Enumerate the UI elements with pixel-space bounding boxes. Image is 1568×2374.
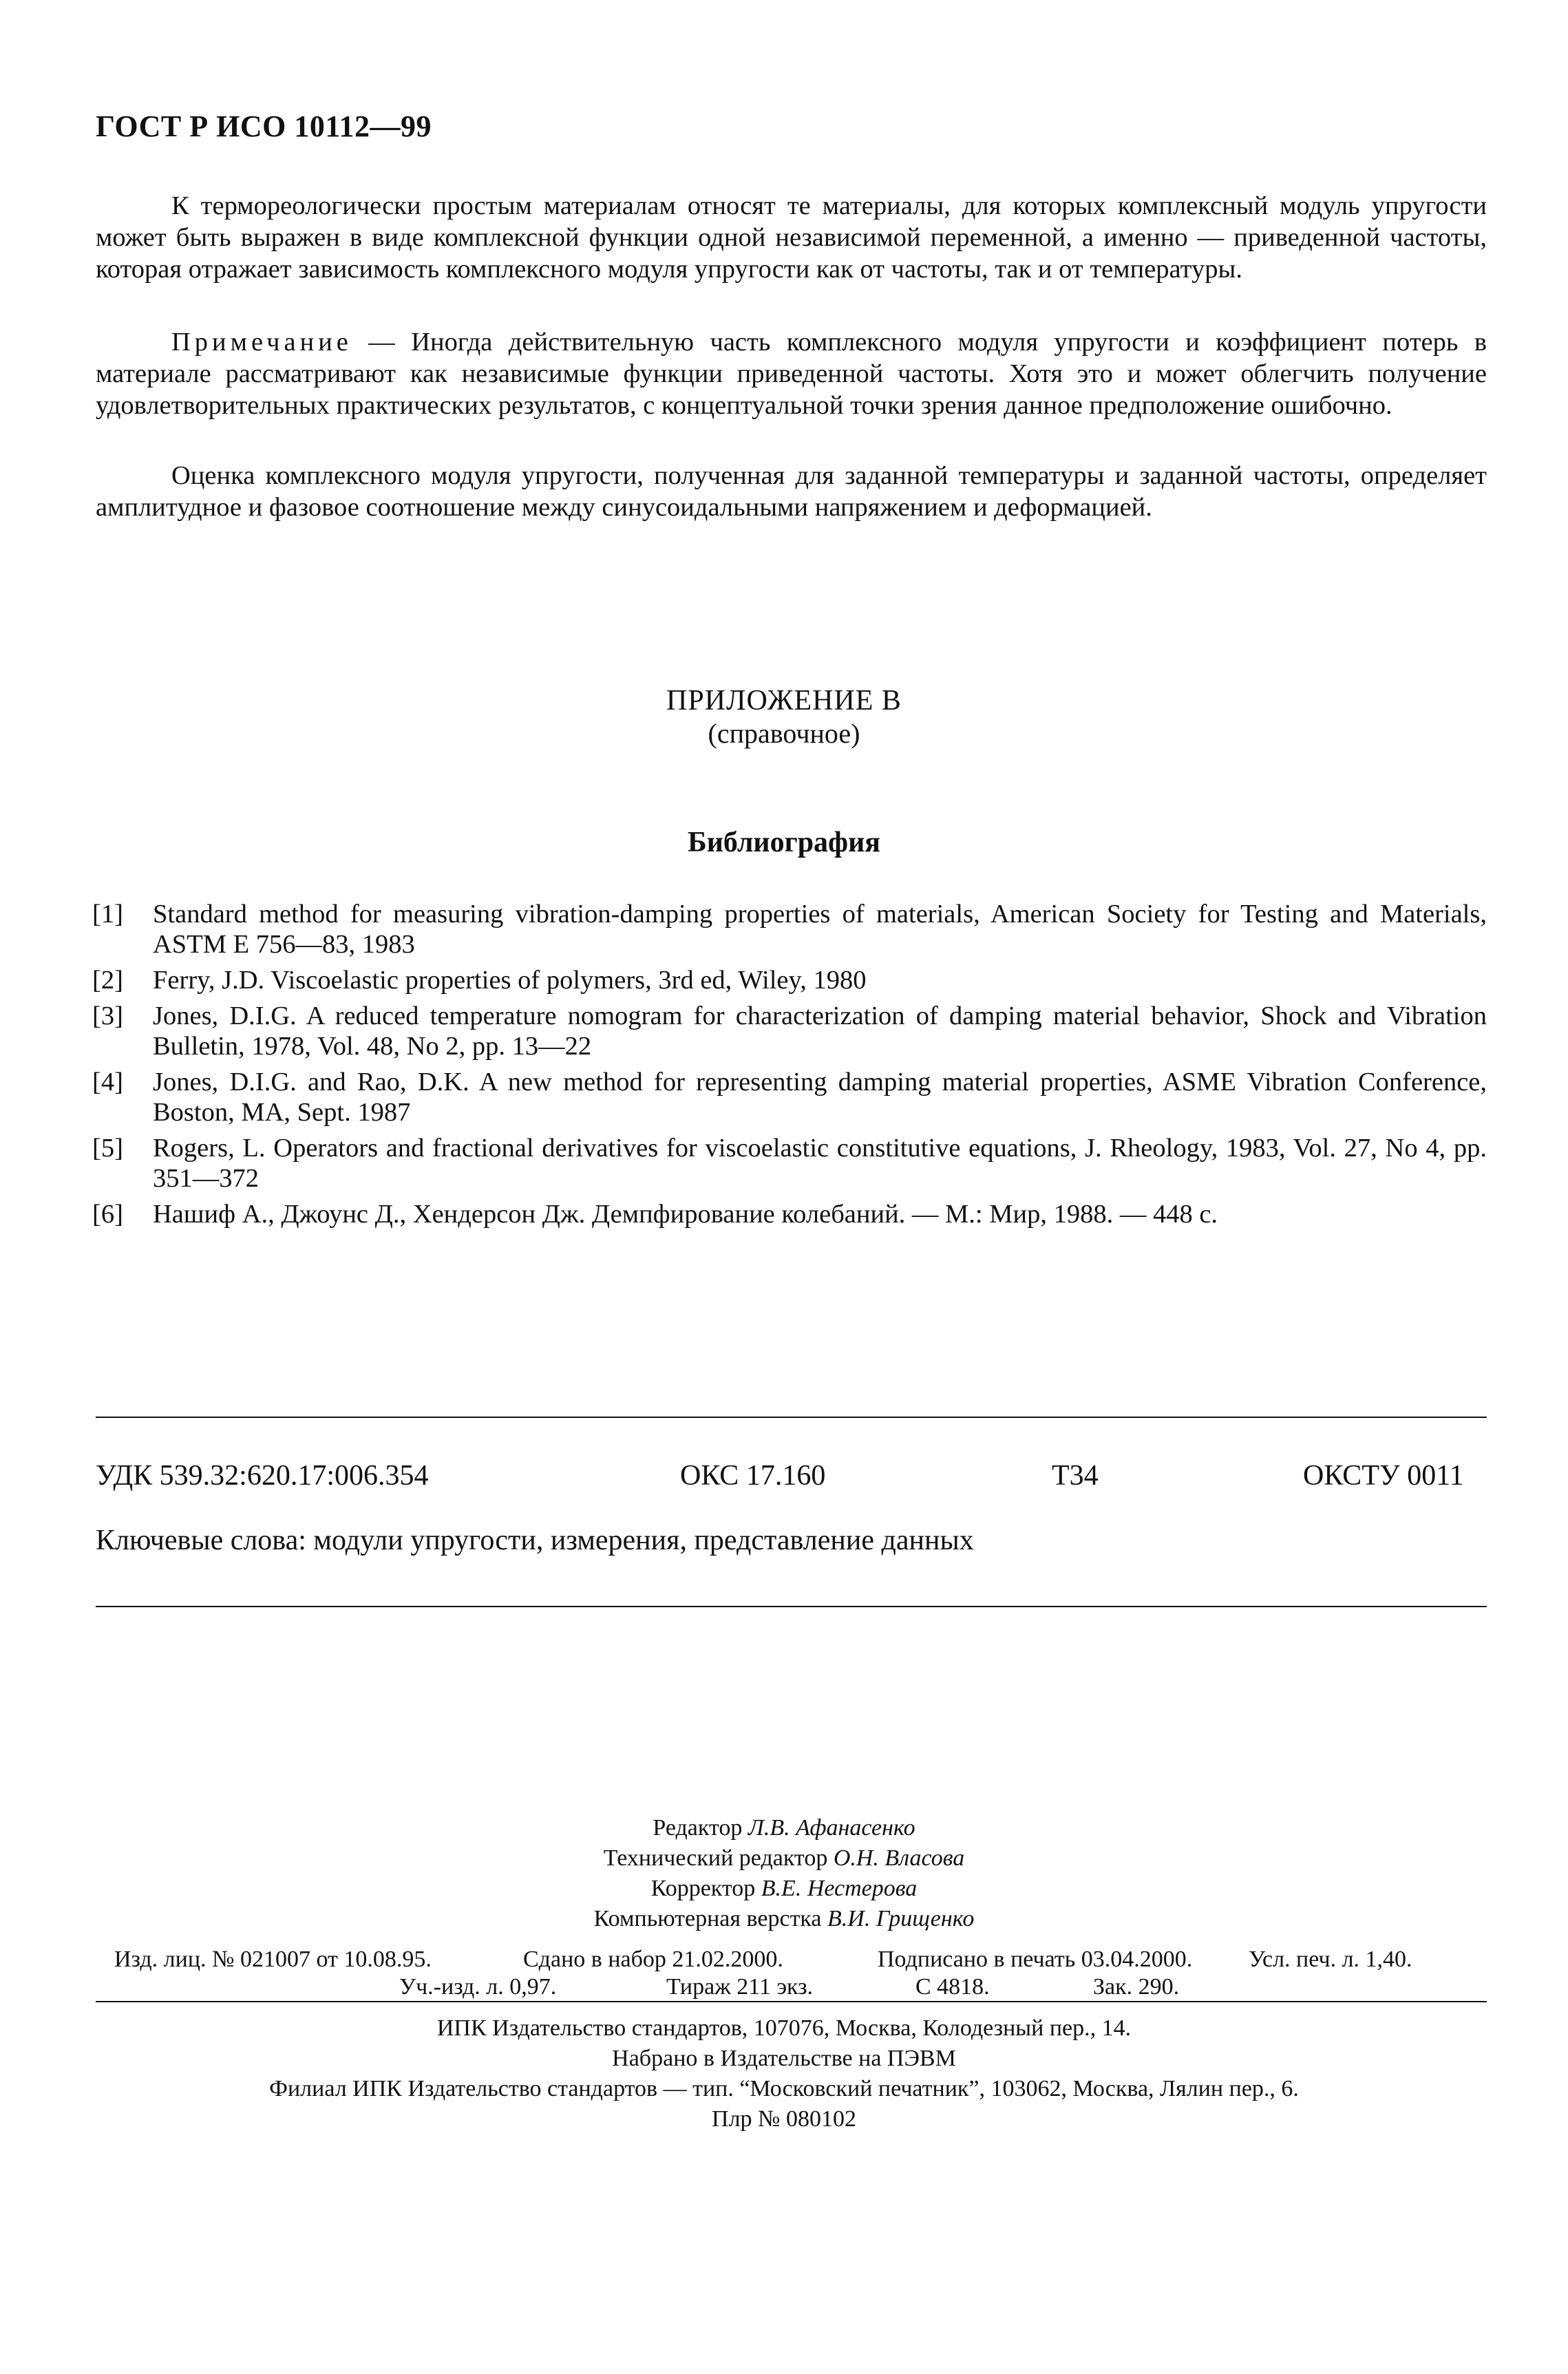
reference-number: [1] (92, 900, 123, 929)
reference-text: Standard method for measuring vibration-damping properties of materials, American Society for Testing and Materials, ASTM E 756—83, 1983 (153, 900, 1487, 959)
reference-item (92, 1067, 1487, 1127)
okstu-code: ОКСТУ 0011 (1303, 1460, 1464, 1492)
reference-text: Jones, D.I.G. A reduced temperature nomogram for characterization of damping material behavior, Shock and Vibration Bulletin, 1978, Vol. 48, No 2, pp. 13—22 (153, 1001, 1487, 1061)
reference-item (92, 1199, 1487, 1229)
publisher-line: ИПК Издательство стандартов, 107076, Москва, Колодезный пер., 14. (436, 2015, 1132, 2041)
credit-corrector: Корректор В.Е. Нестерова (650, 1876, 918, 1901)
imprint-submitted: Сдано в набор 21.02.2000. (523, 1947, 783, 1972)
note-label: Примечание (171, 328, 352, 357)
reference-item (92, 1133, 1487, 1194)
note-paragraph (96, 326, 1487, 421)
reference-text: Jones, D.I.G. and Rao, D.K. A new method for representing damping material properties, ASME Vibration Conference, Boston, MA, Sept. 1987 (153, 1068, 1487, 1127)
reference-number: [3] (92, 1001, 123, 1030)
reference-number: [4] (92, 1068, 123, 1096)
bibliography-title: Библиография (687, 827, 881, 858)
paragraph-evaluation: Оценка комплексного модуля упругости, полученная для заданной температуры и заданной частоты, определяет амплитудное и фазовое соотношение между синусоидальными напряжением и деформацией. (96, 461, 1487, 522)
reference-text: Ferry, J.D. Viscoelastic properties of polymers, 3rd ed, Wiley, 1980 (153, 966, 867, 995)
reference-item (92, 899, 1487, 960)
publisher-line: Филиал ИПК Издательство стандартов — тип. “Московский печатник”, 103062, Москва, Лялин пер., 6. (269, 2076, 1299, 2101)
credit-tech-editor: Технический редактор О.Н. Власова (603, 1845, 965, 1871)
imprint-pub-sheets: Уч.-изд. л. 0,97. (399, 1974, 557, 2000)
reference-number: [6] (92, 1200, 123, 1229)
appendix-subtitle: (справочное) (708, 718, 860, 749)
bibliography-list (92, 899, 1487, 1235)
standard-designation: ГОСТ Р ИСО 10112—99 (96, 109, 432, 143)
reference-text: Нашиф А., Джоунс Д., Хендерсон Дж. Демпфирование колебаний. — М.: Мир, 1988. — 448 с. (153, 1200, 1218, 1229)
t-code: Т34 (1052, 1460, 1099, 1492)
keywords-line: Ключевые слова: модули упругости, измерения, представление данных (96, 1525, 974, 1556)
publisher-block (0, 2013, 1568, 2134)
udk-code: УДК 539.32:620.17:006.354 (96, 1460, 429, 1492)
publisher-line: Набрано в Издательстве на ПЭВМ (612, 2046, 956, 2071)
note-text: — Иногда действительную часть комплексного модуля упругости и коэффициент потерь в материале рассматривают как независимые функции приведенной частоты. Хотя это и может облегчить получение удовлетворительных практических результатов, с концептуальной точки зрения данное предположение ошибочно. (96, 328, 1487, 420)
imprint-signed: Подписано в печать 03.04.2000. (878, 1947, 1193, 1972)
reference-text: Rogers, L. Operators and fractional derivatives for viscoelastic constitutive equations, J. Rheology, 1983, Vol. 27, No 4, pp. 351—372 (153, 1134, 1487, 1193)
divider-top (96, 1417, 1487, 1418)
reference-number: [2] (92, 966, 123, 995)
imprint-code: С 4818. (915, 1974, 990, 2000)
reference-item (92, 1001, 1487, 1061)
publisher-line: Плр № 080102 (712, 2106, 856, 2132)
imprint-license: Изд. лиц. № 021007 от 10.08.95. (114, 1947, 432, 1972)
divider-middle (96, 1606, 1487, 1607)
credit-layout: Компьютерная верстка В.И. Грищенко (593, 1906, 975, 1931)
imprint-print-sheets: Усл. печ. л. 1,40. (1249, 1947, 1412, 1972)
imprint-order: Зак. 290. (1093, 1974, 1180, 2000)
reference-item (92, 965, 1487, 995)
imprint-run: Тираж 211 экз. (666, 1974, 814, 2000)
oks-code: ОКС 17.160 (680, 1460, 826, 1492)
reference-number: [5] (92, 1134, 123, 1163)
paragraph-thermorheology: К термореологически простым материалам относят те материалы, для которых комплексный модуль упругости может быть выражен в виде комплексной функции одной независимой переменной, а именно — приведенной частоты, которая отражает зависимость комплексного модуля упругости как от частоты, так и от температуры. (96, 191, 1487, 284)
credit-editor: Редактор Л.В. Афанасенко (653, 1815, 915, 1841)
divider-imprint (96, 2001, 1487, 2002)
credits-block (0, 1813, 1568, 1934)
appendix-title: ПРИЛОЖЕНИЕ В (666, 685, 902, 717)
